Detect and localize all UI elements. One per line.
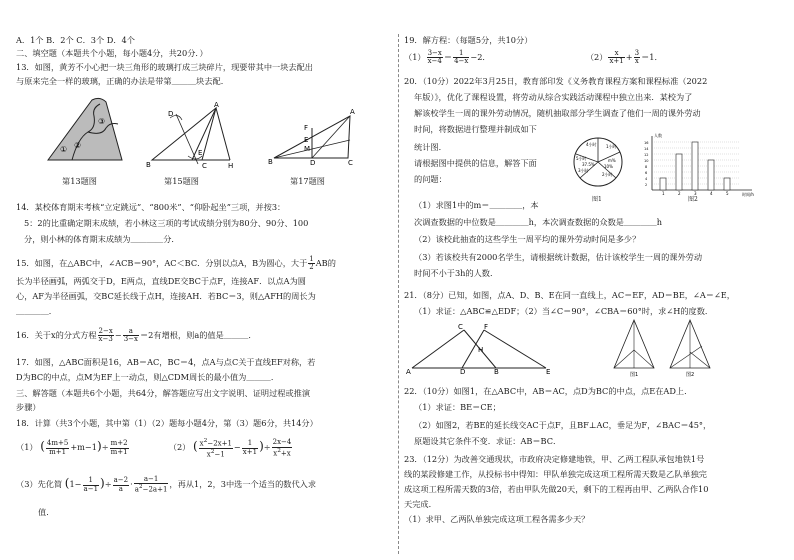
svg-text:B: B bbox=[268, 158, 273, 166]
q15-line1: 15．如图，在△ABC中，∠ACB＝90°，AC＜BC．分别以点A，B为圆心，大于 $\frac{1}{2}$ AB的 bbox=[16, 255, 336, 272]
svg-text:D: D bbox=[460, 368, 466, 374]
q20-sub3-b: 时间不小于3h的人数． bbox=[414, 268, 499, 278]
svg-text:4: 4 bbox=[710, 191, 713, 196]
section-3-heading-2: 步骤） bbox=[16, 402, 41, 412]
q23-line3: 成这项工程所需天数的3倍，若由甲队先做20天，剩下的工程再由甲、乙两队合作10 bbox=[404, 484, 709, 494]
svg-text:D: D bbox=[310, 159, 316, 166]
q19-equations: （1） $\frac{3-x}{x-4}$ ＝ $\frac{1}{4-x}$ −2． （2） $\frac{x}{x+1}$ + $\frac{3}{x}$ ＝1． bbox=[404, 49, 663, 66]
q23-line4: 天完成． bbox=[404, 499, 437, 509]
q12-options: A．1个 B．2个 C．3个 D．4个 bbox=[16, 35, 135, 45]
svg-text:B: B bbox=[494, 368, 499, 374]
svg-text:5小时: 5小时 bbox=[576, 156, 587, 161]
q20-bar-chart bbox=[640, 132, 760, 198]
q20-line3: 解该校学生一周的课外劳动情况，随机抽取部分学生调查了他们一周的课外劳动 bbox=[414, 108, 701, 118]
svg-text:6: 6 bbox=[645, 171, 648, 175]
q22-sub1: （1）求证：BE＝CE； bbox=[414, 402, 501, 412]
svg-text:B: B bbox=[146, 161, 151, 169]
q20-line2: 年版）》，优化了课程设置，将劳动从综合实践活动课程中独立出来．某校为了 bbox=[414, 92, 693, 102]
q21-line1: 21．（8分）已知，如图，点A、D、B、E在同一直线上，AC＝EF，AD＝BE，∠A＝∠E， bbox=[404, 290, 735, 300]
svg-text:14: 14 bbox=[644, 147, 649, 151]
svg-text:H: H bbox=[228, 162, 234, 170]
q23-sub1: （1）求甲、乙两队单独完成这项工程各需多少天？ bbox=[404, 514, 590, 524]
q13-line1: 13．如图，黄芳不小心把一块三角形的玻璃打成三块碎片，现要带其中一块去配出 bbox=[16, 62, 313, 72]
svg-text:10%: 10% bbox=[604, 164, 613, 169]
svg-text:A: A bbox=[406, 368, 411, 374]
svg-text:C: C bbox=[202, 162, 207, 170]
q23-line1: 23．（12分）为改善交通现状，市政府决定修建地铁，甲、乙两工程队承包地铁1号 bbox=[404, 454, 705, 464]
q13-line2: 与原来完全一样的玻璃，正确的办法是带第＿＿＿块去配． bbox=[16, 76, 229, 86]
q18-expr-3-end: 值． bbox=[38, 507, 55, 517]
svg-text:F: F bbox=[484, 323, 489, 331]
svg-text:8: 8 bbox=[645, 165, 648, 169]
svg-text:C: C bbox=[348, 159, 353, 166]
q22-line1: 22．（10分）如图1，在△ABC中，AB＝AC，点D为BC的中点，点E在AD上． bbox=[404, 386, 693, 396]
svg-text:5: 5 bbox=[726, 191, 729, 196]
q21-figure bbox=[404, 322, 554, 374]
q15-line3: 心，AF为半径画弧，交BC延长线于点H，连接AH．若BC＝3，则△AFH的周长为 bbox=[16, 291, 316, 301]
q20-line7: 的问题： bbox=[414, 174, 447, 184]
svg-text:3小时: 3小时 bbox=[578, 168, 589, 173]
q15-line2: 长为半径画弧，两弧交于D，E两点，直线DE交BC于点F，连接AF．以点A为圆 bbox=[16, 276, 306, 286]
fig13-label-3: ③ bbox=[98, 117, 106, 126]
q20-sub3: （3）若该校共有2000名学生，请根据统计数据，估计该校学生一周的课外劳动 bbox=[414, 252, 703, 262]
svg-text:2: 2 bbox=[678, 191, 681, 196]
svg-text:E: E bbox=[198, 149, 203, 157]
svg-text:37.5%: 37.5% bbox=[582, 162, 595, 167]
svg-text:4: 4 bbox=[645, 177, 648, 181]
q15-line4: ＿＿＿＿． bbox=[16, 306, 57, 316]
q22-sub2-b: 原题设其它条件不变．求证：AB＝BC． bbox=[414, 436, 562, 446]
q20-line1: 20．（10分）2022年3月25日，教育部印发《义务教育课程方案和课程标准（2022 bbox=[404, 76, 708, 86]
svg-text:2: 2 bbox=[645, 183, 648, 187]
fig17-triangle bbox=[264, 104, 364, 166]
fig17-caption: 第17题图 bbox=[290, 176, 325, 186]
svg-text:图1: 图1 bbox=[630, 372, 639, 378]
svg-text:图2: 图2 bbox=[686, 372, 695, 378]
q14-line1: 14．某校体育期末考核“立定跳远”、“800米”、“仰卧起坐”三项，并按3： bbox=[16, 202, 286, 212]
section-2-heading: 二、填空题（本题共个小题，每小题4分，共20分．） bbox=[16, 48, 208, 58]
svg-text:E: E bbox=[304, 136, 309, 144]
svg-text:A: A bbox=[214, 101, 219, 109]
column-divider bbox=[398, 34, 399, 554]
q22-figures bbox=[610, 316, 722, 378]
svg-text:F: F bbox=[304, 124, 309, 132]
q20-sub1: （1）求图1中的m＝＿＿＿＿，本 bbox=[414, 200, 539, 210]
q20-pie-chart bbox=[568, 132, 630, 190]
svg-text:1小时: 1小时 bbox=[606, 144, 617, 149]
q21-line2: （1）求证：△ABC≌△EDF；（2）当∠C＝90°，∠CBA＝60°时，求∠H的度数． bbox=[414, 306, 714, 316]
q20-line4: 时间，将数据进行整理并制成如下 bbox=[414, 124, 537, 134]
svg-text:时间/h: 时间/h bbox=[742, 192, 754, 197]
svg-text:人数: 人数 bbox=[654, 133, 662, 138]
q14-line3: 分，则小林的体育期末成绩为＿＿＿＿分． bbox=[24, 234, 180, 244]
q17-line1: 17．如图，△ABC面积是16，AB＝AC，BC＝4，点A与点C关于直线EF对称，若 bbox=[16, 357, 316, 367]
svg-text:1: 1 bbox=[662, 191, 665, 196]
q14-line2: 5：2的比重确定期末成绩，若小林这三项的考试成绩分别为80分、90分、100 bbox=[24, 218, 309, 228]
svg-text:10: 10 bbox=[644, 159, 649, 163]
fig13-label-2: ② bbox=[74, 141, 82, 150]
q17-line2: D为BC的中点，点M为EF上一动点，则△CDM周长的最小值为＿＿＿． bbox=[16, 372, 280, 382]
svg-text:16: 16 bbox=[644, 141, 649, 145]
fig15-caption: 第15题图 bbox=[164, 176, 199, 186]
svg-text:2小时: 2小时 bbox=[602, 172, 613, 177]
svg-text:M: M bbox=[304, 145, 311, 153]
q18-expr-3: （3）先化简 (1− $\frac{1}{a-1}$ )÷ $\frac{a-2}{a}$ · $\frac{a-1}{a^2-2a+1}$ ，再从1，2，3中选一个适当的数代入求 bbox=[16, 475, 317, 494]
q23-line2: 线的某段修建工作，从投标书中得知：甲队单独完成这项工程所需天数是乙队单独完 bbox=[404, 469, 707, 479]
svg-text:12: 12 bbox=[644, 153, 649, 157]
svg-text:C: C bbox=[458, 323, 463, 331]
q16-line: 16．关于x的分式方程 $\frac{2-x}{x-3}$ − $\frac{a}{3-x}$ ＝2有增根，则a的值是＿＿＿． bbox=[16, 327, 257, 344]
svg-text:4小时: 4小时 bbox=[586, 142, 597, 147]
svg-text:3: 3 bbox=[694, 191, 697, 196]
svg-text:A: A bbox=[350, 108, 355, 116]
svg-text:H: H bbox=[478, 346, 484, 354]
q18-intro: 18．计算（共3个小题，其中第（1）（2）题每小题4分，第（3）题6分，共14分） bbox=[16, 418, 318, 428]
q20-line5: 统计图． bbox=[414, 142, 447, 152]
bar-caption: 图2 bbox=[688, 196, 698, 203]
q20-line6: 请根据图中提供的信息，解答下面 bbox=[414, 158, 537, 168]
q22-sub2: （2）如图2，若BE的延长线交AC于点F，且BF⊥AC，垂足为F，∠BAC＝45°， bbox=[414, 420, 712, 430]
section-3-heading: 三、解答题（本题共6个小题，共64分，解答题应写出文字说明、证明过程或推演 bbox=[16, 388, 311, 398]
q20-sub1-b: 次调查数据的中位数是＿＿＿＿h，本次调查数据的众数是＿＿＿＿h bbox=[414, 217, 662, 227]
q18-expr-1: （1） ( $\frac{4m+5}{m+1}$ +m−1)÷ $\frac{m+2}{m+1}$ （2） ( $\frac{x^2-2x+1}{x^2-1}$ − $\frac{1}{x+1}$ )÷ $\frac{2x-4}{x^2+x}$ bbox=[16, 438, 292, 458]
pie-caption: 图1 bbox=[592, 196, 602, 203]
svg-text:D: D bbox=[168, 110, 174, 118]
fig13-label-1: ① bbox=[60, 145, 68, 154]
q20-sub2: （2）该校此抽查的这些学生一周平均的课外劳动时间是多少？ bbox=[414, 234, 641, 244]
svg-text:m%: m% bbox=[608, 158, 616, 163]
fig13-caption: 第13题图 bbox=[62, 176, 97, 186]
fig13-broken-glass bbox=[44, 94, 126, 166]
svg-text:E: E bbox=[546, 368, 551, 374]
fig15-triangle bbox=[140, 100, 240, 170]
q19-heading: 19．解方程：（每题5分，共10分） bbox=[404, 35, 533, 45]
